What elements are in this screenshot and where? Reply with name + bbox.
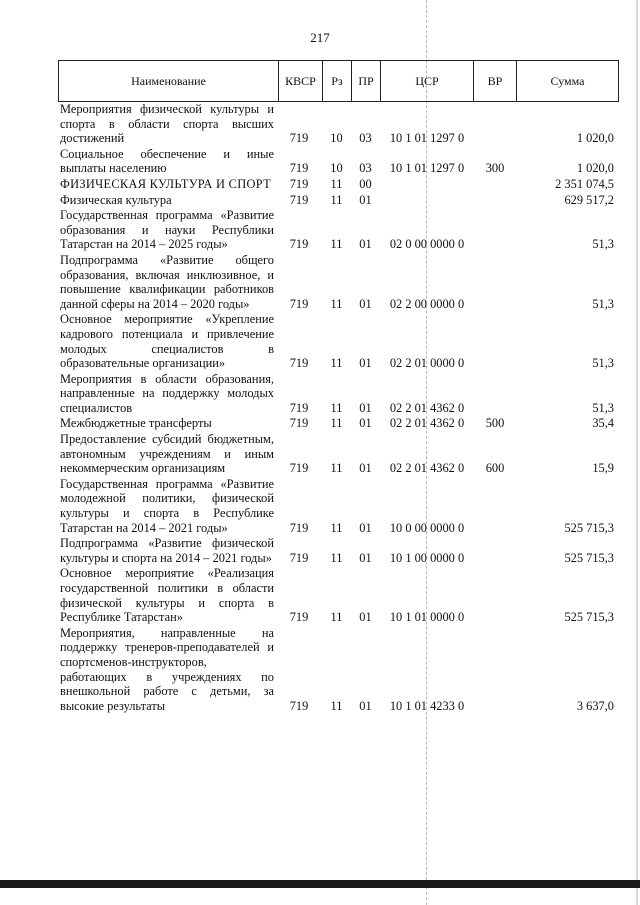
row-rz: 10 xyxy=(330,161,343,176)
row-name: Основное мероприятие «Укрепление кадрового потенциала и привлечение молодых специалистов в образовательные организации» xyxy=(60,312,274,371)
row-name: ФИЗИЧЕСКАЯ КУЛЬТУРА И СПОРТ xyxy=(60,176,271,191)
row-vr xyxy=(474,566,516,625)
table-row xyxy=(60,208,616,253)
table-row xyxy=(60,536,616,566)
row-name: Мероприятия, направленные на поддержку тренеров-преподавателей и спортсменов-инструкторов, работающих в учреждениях по внешкольной работе с детьми, за высокие результаты xyxy=(60,625,274,713)
row-pr: 01 xyxy=(359,416,372,431)
row-name: Мероприятия физической культуры и спорта в области спорта высших достижений xyxy=(60,102,274,146)
row-vr xyxy=(474,536,516,566)
header-csr: ЦСР xyxy=(381,61,474,102)
row-sum: 51,3 xyxy=(592,296,614,311)
row-kvsr: 719 xyxy=(289,131,309,146)
row-kvsr: 719 xyxy=(289,161,309,176)
page-number: 217 xyxy=(310,30,330,45)
row-name: Государственная программа «Развитие молодежной политики, физической культуры и спорта в Республике Татарстан на 2014 – 2021 годы» xyxy=(60,476,274,535)
table-row xyxy=(60,193,616,209)
row-sum: 15,9 xyxy=(592,461,614,476)
row-kvsr: 719 xyxy=(289,461,309,476)
row-csr: 10 1 01 4233 0 xyxy=(389,698,465,713)
row-rz: 11 xyxy=(330,698,343,713)
row-vr: 500 xyxy=(485,416,505,431)
header-name: Наименование xyxy=(59,61,279,102)
row-rz: 11 xyxy=(330,237,343,252)
row-rz: 11 xyxy=(330,176,343,191)
row-rz: 11 xyxy=(330,610,343,625)
row-name: Физическая культура xyxy=(60,192,172,207)
row-pr: 00 xyxy=(359,176,372,191)
header-pr: ПР xyxy=(352,61,381,102)
table-row xyxy=(60,177,616,193)
row-sum: 51,3 xyxy=(592,356,614,371)
row-pr: 01 xyxy=(359,698,372,713)
row-sum: 51,3 xyxy=(592,400,614,415)
row-csr: 10 0 00 0000 0 xyxy=(389,520,465,535)
row-rz: 11 xyxy=(330,520,343,535)
table-row xyxy=(60,102,616,147)
row-vr xyxy=(474,626,516,715)
row-rz: 10 xyxy=(330,131,343,146)
row-name: Социальное обеспечение и иные выплаты населению xyxy=(60,146,274,176)
row-pr: 01 xyxy=(359,550,372,565)
row-pr: 03 xyxy=(359,131,372,146)
row-vr xyxy=(474,253,516,312)
row-vr xyxy=(474,372,516,417)
table-row xyxy=(60,416,616,432)
scan-bottom-border xyxy=(0,880,640,888)
row-csr xyxy=(380,193,474,209)
row-kvsr: 719 xyxy=(289,550,309,565)
row-pr: 01 xyxy=(359,520,372,535)
header-sum: Сумма xyxy=(517,61,619,102)
row-kvsr: 719 xyxy=(289,237,309,252)
row-kvsr: 719 xyxy=(289,416,309,431)
row-csr: 02 2 01 4362 0 xyxy=(389,461,465,476)
row-csr: 02 2 01 4362 0 xyxy=(389,416,465,431)
row-name: Основное мероприятие «Реализация государственной политики в области физической культуры и спорта в Республике Татарстан» xyxy=(60,566,274,625)
row-rz: 11 xyxy=(330,192,343,207)
row-rz: 11 xyxy=(330,296,343,311)
table-row xyxy=(60,566,616,625)
row-pr: 01 xyxy=(359,610,372,625)
row-csr: 10 1 01 1297 0 xyxy=(389,131,465,146)
row-sum: 51,3 xyxy=(592,237,614,252)
row-rz: 11 xyxy=(330,461,343,476)
row-name: Подпрограмма «Развитие физической культуры и спорта на 2014 – 2021 годы» xyxy=(60,536,274,565)
row-pr: 01 xyxy=(359,400,372,415)
row-sum: 1 020,0 xyxy=(576,161,614,176)
table-row xyxy=(60,312,616,371)
row-kvsr: 719 xyxy=(289,192,309,207)
row-sum: 1 020,0 xyxy=(576,131,614,146)
row-vr xyxy=(474,102,516,147)
row-pr: 01 xyxy=(359,461,372,476)
row-kvsr: 719 xyxy=(289,356,309,371)
row-sum: 525 715,3 xyxy=(564,550,614,565)
row-rz: 11 xyxy=(330,550,343,565)
row-sum: 525 715,3 xyxy=(564,520,614,535)
row-sum: 3 637,0 xyxy=(576,698,614,713)
row-vr xyxy=(474,177,516,193)
row-name: Подпрограмма «Развитие общего образования, включая инклюзивное, и повышение квалификации работников данной сферы на 2014 – 2020 годы» xyxy=(60,252,274,311)
row-sum: 2 351 074,5 xyxy=(555,176,614,191)
table-row xyxy=(60,477,616,536)
row-name: Мероприятия в области образования, направленные на поддержку молодых специалистов xyxy=(60,371,274,415)
row-kvsr: 719 xyxy=(289,176,309,191)
scan-edge xyxy=(636,0,638,905)
table-row xyxy=(60,626,616,715)
row-vr: 300 xyxy=(485,161,505,176)
row-csr xyxy=(380,177,474,193)
row-vr: 600 xyxy=(485,461,505,476)
row-pr: 01 xyxy=(359,237,372,252)
row-kvsr: 719 xyxy=(289,400,309,415)
table-row xyxy=(60,432,616,477)
row-csr: 10 1 01 1297 0 xyxy=(389,161,465,176)
row-pr: 01 xyxy=(359,192,372,207)
row-csr: 02 2 01 0000 0 xyxy=(389,356,465,371)
table-row xyxy=(60,372,616,417)
budget-table xyxy=(60,102,616,714)
row-kvsr: 719 xyxy=(289,520,309,535)
row-pr: 01 xyxy=(359,356,372,371)
table-row xyxy=(60,253,616,312)
row-name: Государственная программа «Развитие образования и науки Республики Татарстан на 2014 – 2025 годы» xyxy=(60,208,274,252)
row-csr: 10 1 01 0000 0 xyxy=(389,610,465,625)
table-header xyxy=(58,60,619,102)
row-sum: 629 517,2 xyxy=(564,192,614,207)
header-kvsr: КВСР xyxy=(279,61,323,102)
row-csr: 02 0 00 0000 0 xyxy=(389,237,465,252)
row-pr: 03 xyxy=(359,161,372,176)
header-rz: Рз xyxy=(323,61,352,102)
header-vr: ВР xyxy=(474,61,517,102)
row-name: Предоставление субсидий бюджетным, автономным учреждениям и иным некоммерческим организациям xyxy=(60,432,274,476)
row-kvsr: 719 xyxy=(289,296,309,311)
row-vr xyxy=(474,312,516,371)
row-name: Межбюджетные трансферты xyxy=(60,416,212,431)
table-row xyxy=(60,147,616,177)
row-vr xyxy=(474,193,516,209)
row-rz: 11 xyxy=(330,400,343,415)
row-pr: 01 xyxy=(359,296,372,311)
row-kvsr: 719 xyxy=(289,610,309,625)
row-rz: 11 xyxy=(330,416,343,431)
row-kvsr: 719 xyxy=(289,698,309,713)
row-csr: 02 2 00 0000 0 xyxy=(389,296,465,311)
row-vr xyxy=(474,208,516,253)
row-vr xyxy=(474,477,516,536)
row-sum: 35,4 xyxy=(592,416,614,431)
row-rz: 11 xyxy=(330,356,343,371)
row-sum: 525 715,3 xyxy=(564,610,614,625)
row-csr: 10 1 00 0000 0 xyxy=(389,550,465,565)
row-csr: 02 2 01 4362 0 xyxy=(389,400,465,415)
